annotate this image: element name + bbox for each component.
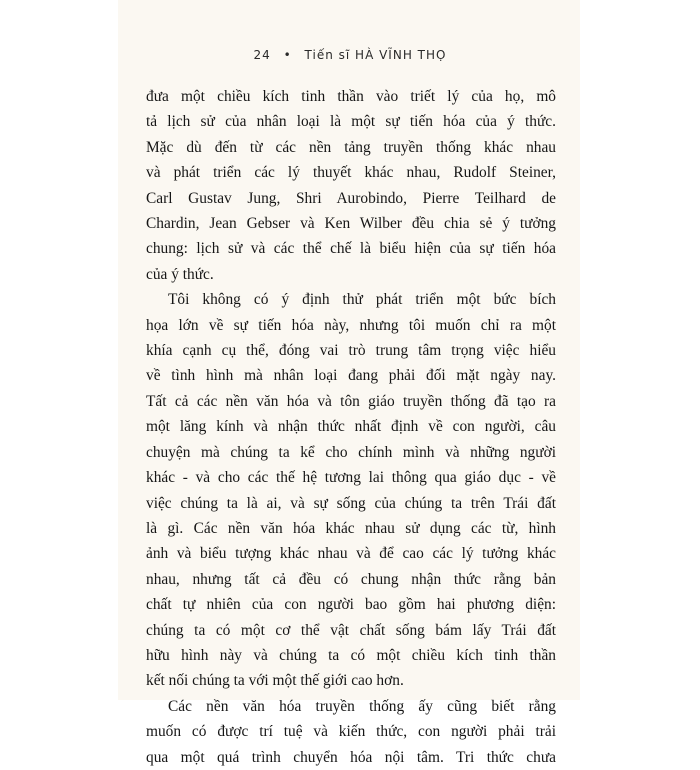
text-line: khác - và cho các thế hệ tương lai thông qua giáo dục - về bbox=[146, 469, 556, 487]
author-name: Tiến sĩ HÀ VĨNH THỌ bbox=[304, 48, 447, 62]
paragraph bbox=[146, 287, 556, 694]
text-line: Mặc dù đến từ các nền tảng truyền thống khác nhau bbox=[146, 138, 556, 156]
paragraph bbox=[146, 84, 556, 287]
text-line: tả lịch sử của nhân loại là một sự tiến hóa của ý thức. bbox=[146, 113, 556, 131]
body-text bbox=[146, 84, 556, 770]
text-line: chung: lịch sử và các thể chế là biểu hiện của sự tiến hóa bbox=[146, 240, 556, 258]
text-line: chuyện mà chúng ta kể cho chính mình và những người bbox=[146, 443, 556, 461]
text-line: hữu hình này và chúng ta có một chiều kích tinh thần bbox=[146, 646, 556, 664]
text-line: Carl Gustav Jung, Shri Aurobindo, Pierre Teilhard de bbox=[146, 189, 556, 207]
text-line: ảnh và biểu tượng khác nhau và để cao các lý tưởng khác bbox=[146, 545, 556, 563]
text-line: chất tự nhiên của con người bao gồm hai phương diện: bbox=[146, 596, 556, 614]
text-line: một lăng kính và nhận thức nhất định về con người, câu bbox=[146, 418, 556, 436]
text-line: Chardin, Jean Gebser và Ken Wilber đều chia sẻ ý tưởng bbox=[146, 215, 556, 233]
text-line: của ý thức. bbox=[146, 265, 214, 283]
text-line: là gì. Các nền văn hóa khác nhau sử dụng các từ, hình bbox=[146, 519, 556, 537]
text-line: việc chúng ta là ai, và sự sống của chúng ta trên Trái đất bbox=[146, 494, 556, 512]
running-head bbox=[0, 48, 700, 62]
text-line: và phát triển các lý thuyết khác nhau, Rudolf Steiner, bbox=[146, 164, 556, 182]
text-line: họa lớn về sự tiến hóa này, nhưng tôi muốn chỉ ra một bbox=[146, 316, 556, 334]
text-line: chúng ta có một cơ thể vật chất sống bám lấy Trái đất bbox=[146, 621, 556, 639]
text-line: qua một quá trình chuyển hóa nội tâm. Tri thức chưa bbox=[146, 748, 556, 766]
text-line: Tôi không có ý định thử phát triển một bức bích bbox=[168, 291, 556, 309]
header-separator: • bbox=[283, 48, 292, 62]
text-line: Tất cả các nền văn hóa và tôn giáo truyền thống đã tạo ra bbox=[146, 392, 556, 410]
text-line: nhau, nhưng tất cả đều có chung nhận thức rằng bản bbox=[146, 570, 556, 588]
page-number: 24 bbox=[253, 48, 271, 62]
text-line: đưa một chiều kích tinh thần vào triết lý của họ, mô bbox=[146, 88, 556, 105]
text-line: về tình hình mà nhân loại đang phải đối mặt ngày nay. bbox=[146, 367, 556, 385]
paragraph bbox=[146, 694, 556, 770]
text-line: kết nối chúng ta với một thế giới cao hơn. bbox=[146, 672, 404, 690]
text-line: Các nền văn hóa truyền thống ấy cũng biết rằng bbox=[168, 697, 556, 715]
text-line: muốn có được trí tuệ và kiến thức, con người phải trải bbox=[146, 723, 556, 741]
text-line: khía cạnh cụ thể, đóng vai trò trung tâm trọng việc hiểu bbox=[146, 342, 556, 360]
